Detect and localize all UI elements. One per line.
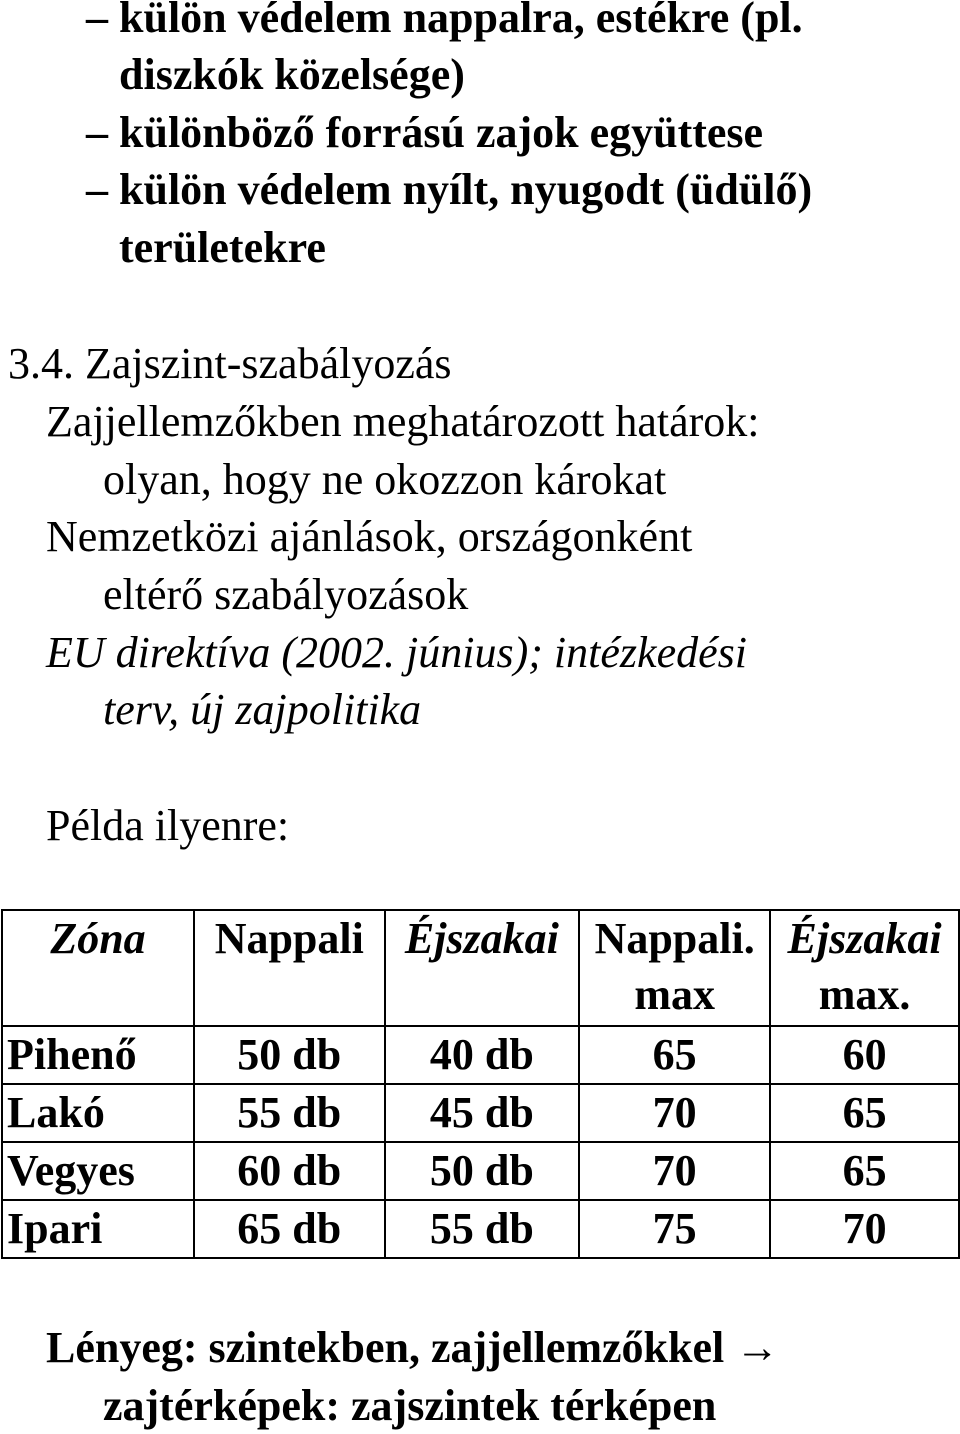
cell-night: 55 db <box>385 1200 580 1258</box>
para2-line2: eltérő szabályozások <box>103 570 469 619</box>
header-zone-text: Zóna <box>50 914 146 963</box>
bullet-dash-3: – <box>86 165 108 214</box>
table-row <box>2 1026 959 1084</box>
cell-night-max: 60 <box>770 1026 959 1084</box>
table-row <box>2 1084 959 1142</box>
cell-day-max: 65 <box>579 1026 770 1084</box>
cell-day: 65 db <box>194 1200 385 1258</box>
cell-day: 50 db <box>194 1026 385 1084</box>
header-night <box>385 910 580 1026</box>
bullet-3-line-1: külön védelem nyílt, nyugodt (üdülő) <box>119 165 813 214</box>
summary-line-1: Lényeg: szintekben, zajjellemzőkkel → <box>46 1323 780 1372</box>
bullet-1-line-2: diszkók közelsége) <box>119 50 465 99</box>
cell-zone: Lakó <box>2 1084 194 1142</box>
header-zone <box>2 910 194 1026</box>
example-label: Példa ilyenre: <box>46 801 290 850</box>
table-header-row <box>2 910 959 1026</box>
cell-night: 45 db <box>385 1084 580 1142</box>
cell-night-max: 70 <box>770 1200 959 1258</box>
cell-day-max: 75 <box>579 1200 770 1258</box>
cell-night: 50 db <box>385 1142 580 1200</box>
cell-night-max: 65 <box>770 1142 959 1200</box>
header-day-max <box>579 910 770 1026</box>
header-day-max-bottom: max <box>634 970 715 1019</box>
bullet-2-line-1: különböző forrású zajok együttese <box>119 108 764 157</box>
para2-line1: Nemzetközi ajánlások, országonként <box>46 512 693 561</box>
cell-day-max: 70 <box>579 1142 770 1200</box>
bullet-1-line-1: külön védelem nappalra, estékre (pl. <box>119 0 803 42</box>
para3-line1: EU direktíva (2002. június); intézkedési <box>46 628 747 677</box>
cell-zone: Ipari <box>2 1200 194 1258</box>
cell-night: 40 db <box>385 1026 580 1084</box>
para3-line2: terv, új zajpolitika <box>103 685 422 734</box>
header-day <box>194 910 385 1026</box>
para1-line2: olyan, hogy ne okozzon károkat <box>103 455 667 504</box>
cell-zone: Pihenő <box>2 1026 194 1084</box>
header-night-max-top: Éjszakai <box>787 914 942 963</box>
cell-day: 60 db <box>194 1142 385 1200</box>
table-row <box>2 1200 959 1258</box>
bullet-dash-1: – <box>86 0 108 42</box>
header-night-text: Éjszakai <box>404 914 559 963</box>
cell-day-max: 70 <box>579 1084 770 1142</box>
bullet-dash-2: – <box>86 108 108 157</box>
cell-zone: Vegyes <box>2 1142 194 1200</box>
para1-line1: Zajjellemzőkben meghatározott határok: <box>46 397 760 446</box>
section-heading: 3.4. Zajszint-szabályozás <box>8 339 452 388</box>
zone-limits-table <box>1 909 960 1259</box>
cell-night-max: 65 <box>770 1084 959 1142</box>
summary-line-2: zajtérképek: zajszintek térképen <box>103 1381 717 1430</box>
cell-day: 55 db <box>194 1084 385 1142</box>
header-night-max-bottom: max. <box>818 970 911 1019</box>
table-row <box>2 1142 959 1200</box>
bullet-3-line-2: területekre <box>119 223 326 272</box>
header-day-max-top: Nappali. <box>594 914 755 963</box>
header-night-max <box>770 910 959 1026</box>
header-day-text: Nappali <box>214 914 364 963</box>
